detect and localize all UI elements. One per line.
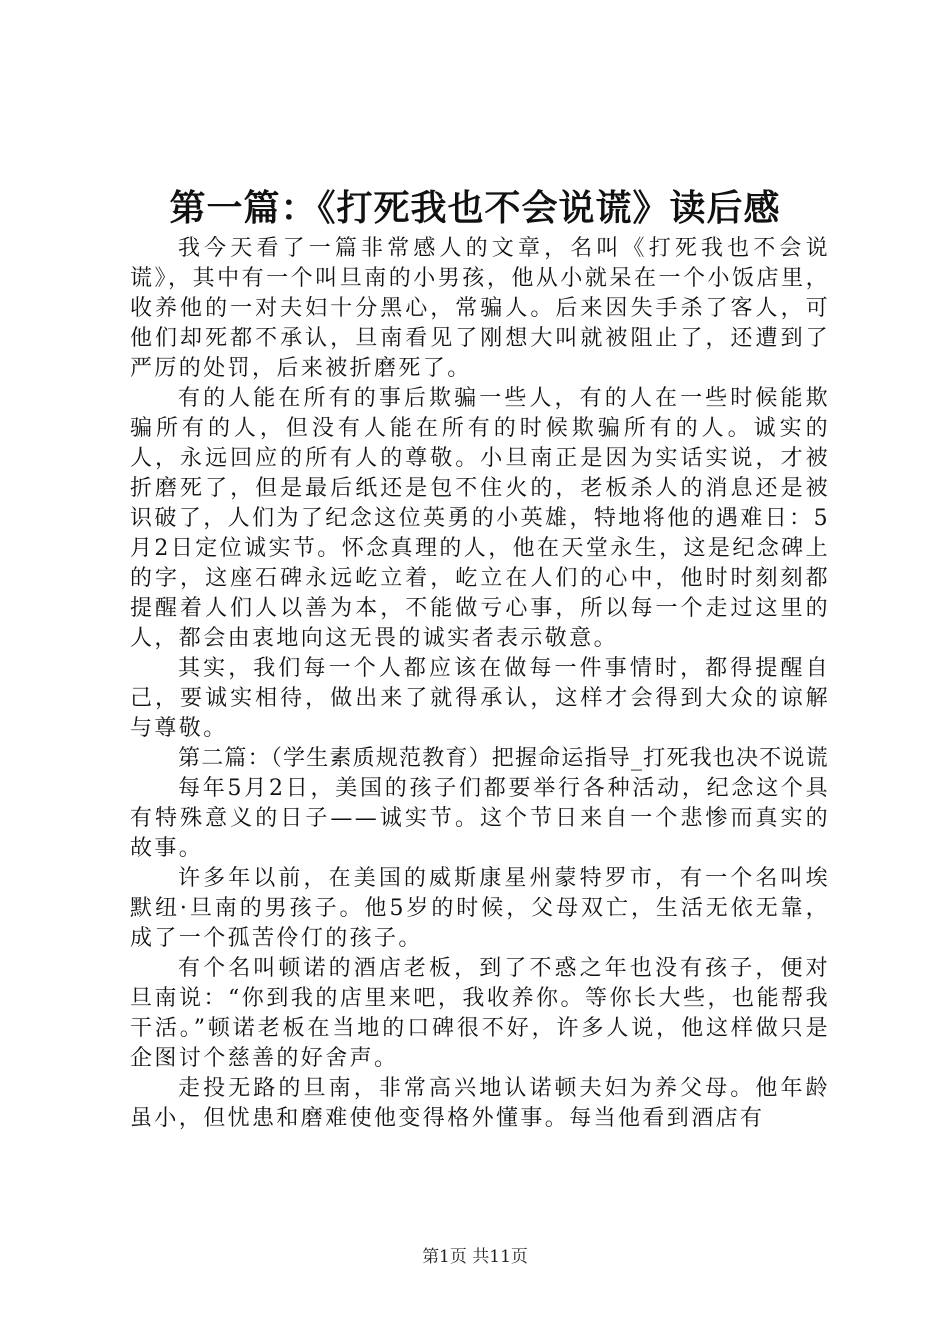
page-footer: 第1页 共11页 (422, 1247, 528, 1267)
paragraph-4: 每年5月2日，美国的孩子们都要举行各种活动，纪念这个具有特殊意义的日子——诚实节。这个节日来自一个悲惨而真实的故事。 (130, 776, 830, 861)
document-title: 第一篇：《打死我也不会说谎》读后感 (169, 188, 781, 229)
paragraph-2: 有的人能在所有的事后欺骗一些人，有的人在一些时候能欺骗所有的人，但没有人能在所有的时候欺骗所有的人。诚实的人，永远回应的所有人的尊敬。小旦南正是因为实话实说，才被折磨死了，但是最后纸还是包不住火的，老板杀人的消息还是被识破了，人们为了纪念这位英勇的小英雄，特地将他的遇难日：5月2日定位诚实节。怀念真理的人，他在天堂永生，这是纪念碑上的字，这座石碑永远屹立着，屹立在人们的心中，他时时刻刻都提醒着人们人以善为本，不能做亏心事，所以每一个走过这里的人，都会由衷地向这无畏的诚实者表示敬意。 (130, 386, 830, 651)
section-heading-2: 第二篇：（学生素质规范教育）把握命运指导_打死我也决不说谎 (178, 746, 829, 771)
paragraph-7: 走投无路的旦南，非常高兴地认诺顿夫妇为养父母。他年龄虽小，但忧患和磨难使他变得格外懂事。每当他看到酒店有 (130, 1076, 830, 1131)
paragraph-5: 许多年以前，在美国的威斯康星州蒙特罗市，有一个名叫埃默纽·旦南的男孩子。他5岁的时候，父母双亡，生活无依无靠，成了一个孤苦伶仃的孩子。 (130, 866, 830, 951)
paragraph-3: 其实，我们每一个人都应该在做每一件事情时，都得提醒自己，要诚实相待，做出来了就得承认，这样才会得到大众的谅解与尊敬。 (130, 656, 830, 741)
document-body (130, 234, 830, 1134)
paragraph-6: 有个名叫顿诺的酒店老板，到了不惑之年也没有孩子，便对旦南说：“你到我的店里来吧，我收养你。等你长大些，也能帮我干活。”顿诺老板在当地的口碑很不好，许多人说，他这样做只是企图讨个慈善的好舍声。 (130, 956, 830, 1071)
paragraph-1: 我今天看了一篇非常感人的文章，名叫《打死我也不会说谎》，其中有一个叫旦南的小男孩，他从小就呆在一个小饭店里，收养他的一对夫妇十分黑心，常骗人。后来因失手杀了客人，可他们却死都不承认，旦南看见了刚想大叫就被阻止了，还遭到了严厉的处罚，后来被折磨死了。 (130, 236, 830, 381)
